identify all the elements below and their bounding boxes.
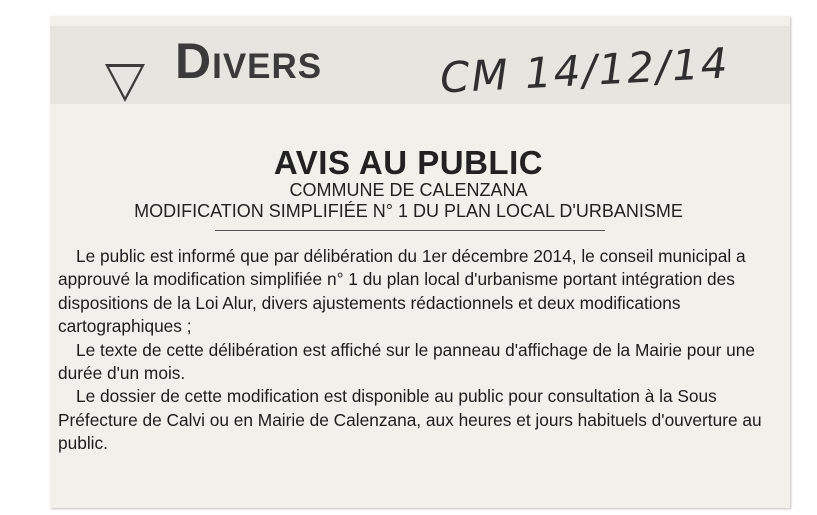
notice-commune: COMMUNE DE CALENZANA — [289, 180, 528, 200]
notice-body — [58, 245, 763, 456]
title-underline — [215, 230, 605, 231]
notice-paragraph: Le texte de cette délibération est affiché sur le panneau d'affichage de la Mairie pour une durée d'un mois. — [58, 339, 756, 384]
notice-paragraph: Le dossier de cette modification est disponible au public pour consultation à la Sous Préfecture de Calvi ou en Mairie de Calenzana, aux heures et jours habituels d'ouverture au public. — [58, 386, 762, 454]
section-triangle-icon — [105, 64, 145, 102]
notice-title: AVIS AU PUBLIC — [273, 144, 544, 181]
handwritten-note: CM 14/12/14 — [438, 38, 731, 103]
notice-paragraph: Le public est informé que par délibération du 1er décembre 2014, le conseil municipal a approuvé la modification simplifiée n° 1 du plan local d'urbanisme portant intégration des dispositions de la Loi Alur, divers ajustements rédactionnels et deux modifications cartographiques ; — [58, 246, 746, 337]
section-title: Divers — [175, 33, 323, 89]
notice-subject: MODIFICATION SIMPLIFIÉE N° 1 DU PLAN LOCAL D'URBANISME — [134, 201, 683, 221]
